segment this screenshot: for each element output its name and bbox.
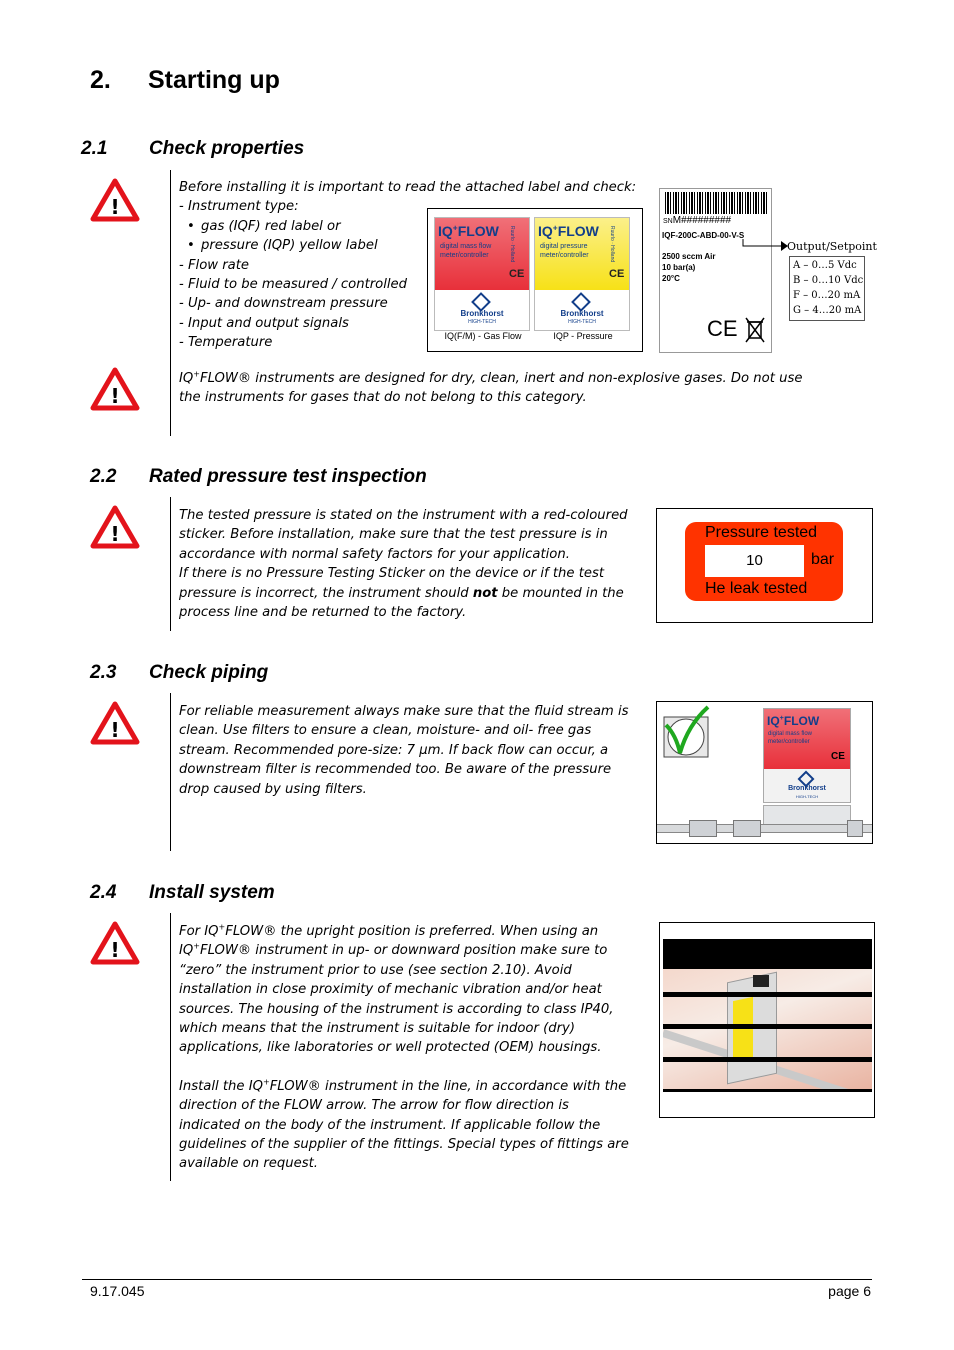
caption-gas: IQ(F/M) - Gas Flow: [444, 331, 522, 341]
label-maker: Bronkhorst: [460, 309, 504, 318]
black-bar: [663, 939, 872, 969]
warning-icon: [90, 178, 140, 222]
piping-figure: [656, 701, 873, 844]
label-brand: IQ+FLOW: [438, 222, 499, 239]
label-subtitle: [540, 242, 589, 260]
pressure-sticker: [685, 522, 843, 601]
list-item: - Fluid to be measured / controlled: [179, 277, 408, 293]
gas-label: [434, 217, 530, 331]
pressure-sticker-figure: [656, 508, 873, 623]
check-piping-text: [179, 702, 639, 799]
gas-note-text: IQ+FLOW® instruments are designed for dry, clean, inert and non-explosive gases. Do not use the instruments for gases that do not belong to this category.: [179, 369, 803, 406]
footer-page-number: page 6: [828, 1283, 871, 1299]
label-subtitle-1: digital pressure: [540, 243, 588, 250]
label-maker-sub: HIGH-TECH: [568, 319, 596, 325]
intro-text: Before installing it is important to read the attached label and check:: [179, 180, 637, 195]
section-number: 2.3: [90, 662, 117, 683]
pressure-test-text: [179, 506, 634, 622]
install-photo: [663, 969, 872, 1089]
black-line: [663, 992, 872, 997]
output-option: F – 0…20 mA: [793, 290, 861, 301]
label-brand: IQ+FLOW: [538, 222, 599, 239]
output-setpoint-label: Output/Setpoint: [787, 240, 877, 253]
spacer: [179, 1058, 629, 1077]
install-para-2-text: instrument in the line, in accordance with the direction of the FLOW arrow. The arrow for flow direction is indicated on the body of the instrument. If applicable follow the guidelines of the supplier of the fittings. Special types of fittings are available on request.: [179, 1078, 629, 1172]
pressure-test-para: [179, 564, 634, 622]
instrument-labels-figure: [427, 208, 643, 352]
warning-icon: [90, 367, 140, 411]
label-maker: Bronkhorst: [788, 785, 826, 792]
list-item: - Input and output signals: [179, 315, 349, 331]
pressure-label: [534, 217, 630, 331]
text-part: If there is no Pressure Testing Sticker on the device or if the test pressure is incorrect, the instrument should: [179, 566, 605, 601]
footer-document-number: 9.17.045: [90, 1283, 145, 1299]
model-code: IQF-200C-ABD-00-V-S: [662, 231, 745, 240]
filter-check-icon: [662, 705, 712, 759]
label-side-text: Ruurlo · Holland: [609, 226, 615, 263]
section-rule: [170, 170, 171, 436]
warning-icon: [90, 701, 140, 745]
section-title: Check properties: [149, 138, 305, 159]
section-heading-2-4: [90, 882, 490, 906]
filter-element: [689, 820, 717, 837]
svg-text:!: !: [110, 718, 120, 742]
svg-text:!: !: [110, 938, 120, 962]
section-rule: [170, 693, 171, 851]
section-heading-2-2: [90, 466, 550, 490]
fitting-element: [733, 820, 761, 837]
sn-prefix: SN: [663, 218, 673, 225]
section-number: 2.2: [90, 466, 117, 487]
list-item: - Flow rate: [179, 257, 250, 273]
label-subtitle-2: meter/controller: [768, 739, 810, 745]
svg-text:!: !: [110, 384, 120, 408]
section-number: 2.4: [90, 882, 117, 903]
install-figure: [659, 922, 875, 1118]
sn-value: M#########: [672, 215, 732, 226]
list-item: • pressure (IQP) yellow label: [179, 236, 639, 255]
label-brand: IQ+FLOW: [767, 713, 820, 728]
sticker-bottom-text: He leak tested: [705, 580, 808, 597]
section-title: Install system: [149, 882, 275, 903]
warning-icon: [90, 921, 140, 965]
rating-line: 10 bar(a): [662, 263, 696, 272]
pressure-test-para: The tested pressure is stated on the instrument with a red-coloured sticker. Before installation, make sure that the test pressure is in accordance with normal safety factors for your application.: [179, 508, 628, 562]
connector: [753, 975, 769, 987]
section-heading-2-1: [81, 138, 481, 162]
black-line: [663, 1089, 872, 1092]
label-side-text: Ruurlo · Holland: [509, 226, 515, 263]
instrument-body: [763, 805, 851, 825]
list-item: • gas (IQF) red label or: [179, 217, 639, 236]
ce-mark-icon: CE: [831, 751, 845, 762]
text-emphasis: not: [472, 585, 498, 601]
list-item: - Up- and downstream pressure: [179, 296, 388, 312]
fitting-element: [847, 820, 863, 837]
section-title: Rated pressure test inspection: [149, 466, 427, 487]
footer-rule: [82, 1279, 872, 1280]
section-heading-2-3: [90, 662, 490, 686]
black-line: [663, 1057, 872, 1062]
rating-lines: [662, 251, 716, 284]
rating-line: 2500 sccm Air: [662, 252, 716, 261]
label-subtitle-2: meter/controller: [540, 252, 589, 259]
text-part: be mounted in the process line and be returned to the factory.: [179, 585, 624, 621]
ce-mark-icon: CE: [609, 268, 625, 280]
output-options-box: [789, 256, 865, 321]
install-system-text: [179, 922, 629, 1174]
output-option: A – 0…5 Vdc: [793, 260, 857, 271]
gas-note: [179, 369, 819, 408]
svg-text:!: !: [110, 522, 120, 546]
arrow-icon: [741, 237, 789, 255]
serial-label-figure: [659, 188, 772, 353]
section-rule: [170, 913, 171, 1181]
label-subtitle: [768, 730, 812, 746]
check-piping-para: For reliable measurement always make sure that the fluid stream is clean. Use filters to ensure a clean, moisture- and oil- free gas stream. Recommended pore-size: 7 µm. If back flow can occur, a downstream filter is recommended too. Be aware of the pressure drop caused by using filters.: [179, 704, 629, 797]
svg-text:!: !: [110, 195, 120, 219]
list-item: - Instrument type:: [179, 199, 299, 215]
label-subtitle-1: digital mass flow: [768, 731, 813, 737]
install-para-1: For IQ+FLOW® the upright position is preferred. When using an IQ+FLOW® instrument in up- or downward position make sure to “zero” the instrument prior to use (see section 2.10). Avoid installation in close proximity of mechanic vibration and/or heat sources. The housing of the instrument is according to class IP40, which means that the instrument is suitable for indoor (dry) applications, like laboratories or well protected (OEM) housings.: [179, 922, 614, 1056]
list-item: - Temperature: [179, 335, 273, 351]
instrument-label: [763, 708, 851, 803]
rating-line: 20°C: [662, 274, 680, 283]
output-option: B – 0…10 Vdc: [793, 275, 864, 286]
warning-icon: [90, 505, 140, 549]
caption-pressure: IQP - Pressure: [553, 331, 613, 341]
label-maker-sub: HIGH-TECH: [795, 794, 819, 799]
sticker-unit: bar: [811, 551, 835, 568]
section-rule: [170, 497, 171, 631]
section-title: Check piping: [149, 662, 269, 683]
ce-mark-icon: CE: [707, 316, 738, 341]
instrument-label-color: [733, 997, 753, 1061]
chapter-title: [90, 66, 280, 95]
label-subtitle-1: digital mass flow: [440, 243, 492, 250]
black-line: [663, 1024, 872, 1029]
ce-mark-icon: CE: [509, 268, 525, 280]
weee-bin-icon: [744, 316, 766, 344]
section-number: 2.1: [81, 138, 108, 159]
install-para-2: Install the IQ+FLOW® instrument in the line, in accordance with the direction of the FLOW arrow. The arrow for flow direction is indicated on the body of the instrument. If applicable follow the guidelines of the supplier of the fittings. Special types of fittings are available on request.: [179, 1077, 629, 1172]
label-subtitle: [440, 242, 491, 260]
serial-number: [663, 215, 731, 226]
barcode-icon: [665, 192, 767, 214]
label-maker: Bronkhorst: [560, 309, 604, 318]
sticker-top-text: Pressure tested: [705, 524, 818, 541]
install-para-1-text: the upright position is preferred. When using an IQ+FLOW® instrument in up- or downward position make sure to “zero” the instrument prior to use (see section 2.10). Avoid installation in close proximity of mechanic vibration and/or heat sources. The housing of the instrument is according to class IP40, which means that the instrument is suitable for indoor (dry) applications, like laboratories or well protected (OEM) housings.: [179, 924, 614, 1056]
label-subtitle-2: meter/controller: [440, 252, 489, 259]
sticker-value: 10: [705, 545, 804, 577]
output-option: G – 4…20 mA: [793, 305, 862, 316]
chapter-number: 2.: [90, 66, 111, 94]
label-maker-sub: HIGH-TECH: [468, 319, 496, 325]
chapter-title-text: Starting up: [148, 66, 280, 94]
